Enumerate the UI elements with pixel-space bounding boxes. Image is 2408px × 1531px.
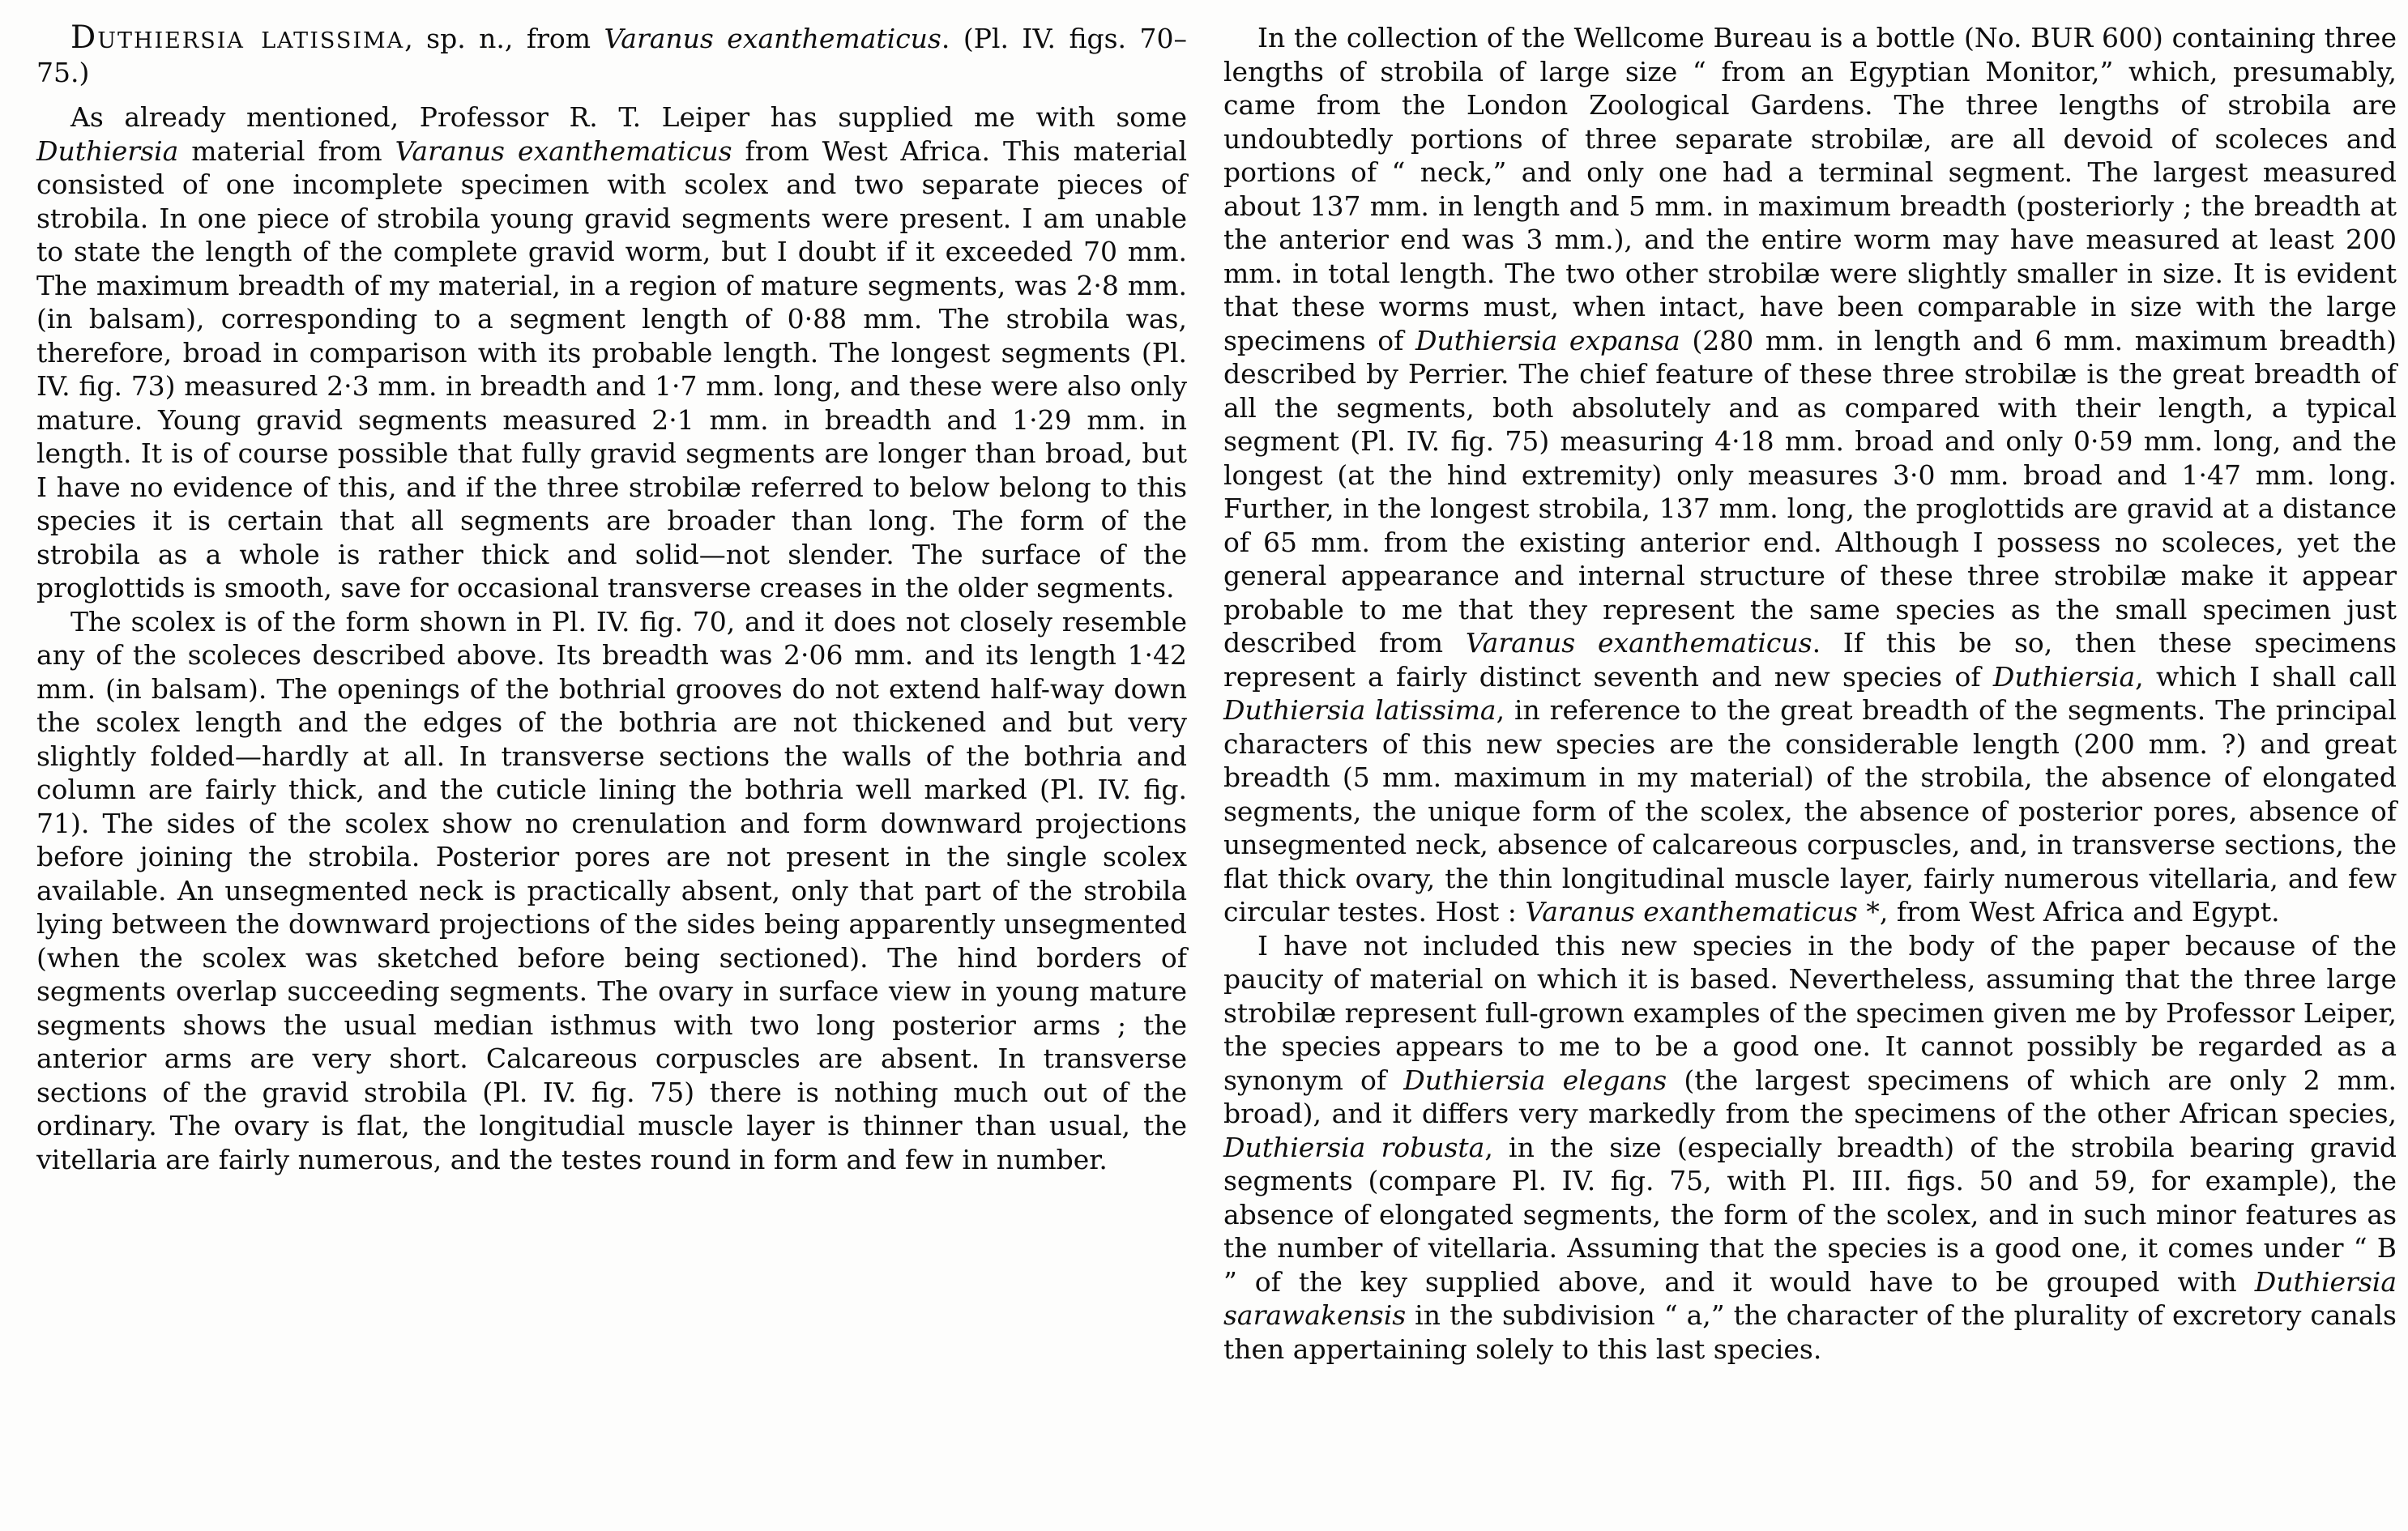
text-segment: , which I shall call: [2135, 660, 2397, 693]
body-paragraph: [1223, 21, 2397, 929]
body-paragraph: [36, 100, 1187, 605]
taxon-name: Varanus exanthematicus: [395, 134, 732, 167]
text-segment: material from: [178, 134, 395, 167]
right-text-column: [1223, 21, 2397, 1366]
text-segment: In the collection of the Wellcome Bureau is a bottle (No. BUR 600) containing three lengths of strobila of large size “ from an Egyptian Monitor,” which, presumably, came from the London Zoological Gardens. The three lengths of strobila are undoubtedly portions of three separate strobilæ, are all devoid of scoleces and portions of “ neck,” and only one had a terminal segment. The largest measured about 137 mm. in length and 5 mm. in maximum breadth (posteriorly ; the breadth at the anterior end was 3 mm.), and the entire worm may have measured at least 200 mm. in total length. The two other strobilæ were slightly smaller in size. It is evident that these worms must, when intact, have been comparable in size with the large specimens of: [1223, 22, 2397, 356]
text-segment: in the subdivision “ a,” the character of the plurality of excretory canals then appertaining solely to this last species.: [1223, 1299, 2397, 1365]
body-paragraph: [36, 605, 1187, 1177]
two-column-text-block: [36, 21, 2397, 1366]
text-segment: from West Africa. This material consisted of one incomplete specimen with scolex and two separate pieces of strobila. In one piece of strobila young gravid segments were present. I am unable to state the length of the complete gravid worm, but I doubt if it exceeded 70 mm. The maximum breadth of my material, in a region of mature segments, was 2·8 mm. (in balsam), corresponding to a segment length of 0·88 mm. The strobila was, therefore, broad in comparison with its probable length. The longest segments (Pl. IV. fig. 73) measured 2·3 mm. in breadth and 1·7 mm. long, and these were also only mature. Young gravid segments measured 2·1 mm. in breadth and 1·29 mm. in length. It is of course possible that fully gravid segments are longer than broad, but I have no evidence of this, and if the three strobilæ referred to below belong to this species it is certain that all segments are broader than long. The form of the strobila as a whole is rather thick and solid—not slender. The surface of the proglottids is smooth, save for occasional transverse creases in the older segments.: [36, 134, 1187, 603]
taxon-name: Varanus exanthematicus: [1525, 896, 1858, 928]
taxon-name: Varanus exanthematicus: [604, 23, 941, 54]
taxon-name: Duthiersia: [36, 134, 179, 167]
taxon-name: Duthiersia robusta: [1223, 1131, 1485, 1163]
taxon-name: Duthiersia latissima: [1223, 694, 1496, 726]
text-segment: . (Pl. IV. figs. 70–75.): [36, 23, 1187, 88]
body-paragraph: [1223, 929, 2397, 1367]
text-segment: As already mentioned, Professor R. T. Leiper has supplied me with some: [70, 101, 1187, 133]
text-segment: (the largest specimens of which are only 2 mm. broad), and it differs very markedly from the specimens of the other African species,: [1223, 1064, 2397, 1129]
taxon-name: Duthiersia expansa: [1415, 324, 1680, 356]
text-segment: . If this be so, then these specimens represent a fairly distinct seventh and new species of: [1223, 627, 2397, 693]
species-heading-paragraph: [36, 21, 1187, 89]
taxon-name: Duthiersia sarawakensis: [1223, 1265, 2397, 1331]
text-segment: , in reference to the great breadth of the segments. The principal characters of this new species are the considerable length (200 mm. ?) and great breadth (5 mm. maximum in my material) of the strobila, the absence of elongated segments, the unique form of the scolex, the absence of posterior pores, absence of unsegmented neck, absence of calcareous corpuscles, and, in transverse sections, the flat thick ovary, the thin longitudinal muscle layer, fairly numerous vitellaria, and few circular testes. Host :: [1223, 694, 2397, 928]
taxon-name: Varanus exanthematicus: [1465, 627, 1812, 659]
taxon-name: Duthiersia: [1992, 660, 2136, 693]
text-segment: The scolex is of the form shown in Pl. IV. fig. 70, and it does not closely resemble any of the scoleces described above. Its breadth was 2·06 mm. and its length 1·42 mm. (in balsam). The openings of the bothrial grooves do not extend half-way down the scolex length and the edges of the bothria are not thickened and but very slightly folded—hardly at all. In transverse sections the walls of the bothria and column are fairly thick, and the cuticle lining the bothria well marked (Pl. IV. fig. 71). The sides of the scolex show no crenulation and form downward projections before joining the strobila. Posterior pores are not present in the single scolex available. An unsegmented neck is practically absent, only that part of the strobila lying between the downward projections of the sides being apparently unsegmented (when the scolex was sketched before being sectioned). The hind borders of segments overlap succeeding segments. The ovary in surface view in young mature segments shows the usual median isthmus with two long posterior arms ; the anterior arms are very short. Calcareous corpuscles are absent. In transverse sections of the gravid strobila (Pl. IV. fig. 75) there is nothing much out of the ordinary. The ovary is flat, the longitudial muscle layer is thinner than usual, the vitellaria are fairly numerous, and the testes round in form and few in number.: [36, 605, 1187, 1175]
text-segment: *, from West Africa and Egypt.: [1857, 896, 2280, 928]
left-text-column: [36, 21, 1187, 1366]
text-segment: , in the size (especially breadth) of the strobila bearing gravid segments (compare Pl. IV. fig. 75, with Pl. III. figs. 50 and 59, for example), the absence of elongated segments, the form of the scolex, and in such minor features as the number of vitellaria. Assuming that the species is a good one, it comes under “ B ” of the key supplied above, and it would have to be grouped with: [1223, 1131, 2397, 1298]
taxon-name: Duthiersia elegans: [1403, 1064, 1667, 1096]
text-segment: I have not included this new species in the body of the paper because of the paucity of material on which it is based. Nevertheless, assuming that the three large strobilæ represent full-grown examples of the specimen given me by Professor Leiper, the species appears to me to be a good one. It cannot possibly be regarded as a synonym of: [1223, 929, 2397, 1096]
species-name-smallcaps: Duthiersia latissima: [70, 19, 405, 56]
text-segment: , sp. n., from: [404, 23, 604, 54]
text-segment: (280 mm. in length and 6 mm. maximum breadth) described by Perrier. The chief feature of these three strobilæ is the great breadth of all the segments, both absolutely and as compared with their length, a typical segment (Pl. IV. fig. 75) measuring 4·18 mm. broad and only 0·59 mm. long, and the longest (at the hind extremity) only measures 3·0 mm. broad and 1·47 mm. long. Further, in the longest strobila, 137 mm. long, the proglottids are gravid at a distance of 65 mm. from the existing anterior end. Although I possess no scoleces, yet the general appearance and internal structure of these three strobilæ make it appear probable to me that they represent the same species as the small specimen just described from: [1223, 324, 2397, 659]
